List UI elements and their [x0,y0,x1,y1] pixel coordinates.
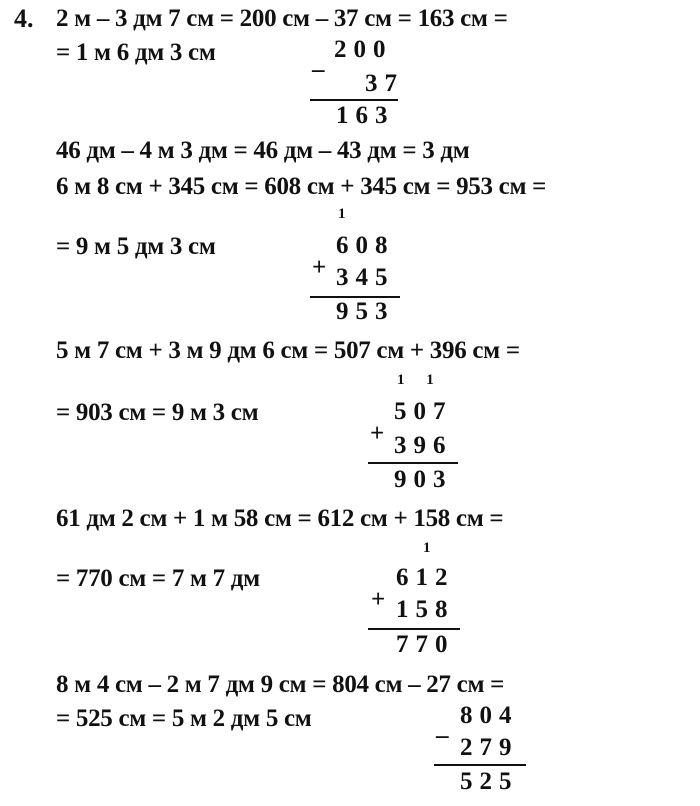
equation-line: 5 м 7 см + 3 м 9 дм 6 см = 507 см + 396 см = [56,337,520,364]
equation-line: = 770 см = 7 м 7 дм [56,565,260,592]
column-top: 608 [336,232,395,259]
column-top: 612 [396,564,455,591]
equation-line: = 525 см = 5 м 2 дм 5 см [56,705,312,732]
column-line [434,764,526,766]
carry-digits: 1 1 [397,372,443,388]
carry-digits: 1 [338,206,355,222]
column-line [310,99,398,101]
column-result: 163 [336,102,395,129]
equation-line: = 1 м 6 дм 3 см [56,39,216,66]
column-bottom: 345 [336,264,395,291]
equation-line: = 903 см = 9 м 3 см [56,399,259,426]
equation-line: 61 дм 2 см + 1 м 58 см = 612 см + 158 см = [56,505,504,532]
column-bottom: 158 [396,596,455,623]
column-sign: – [436,722,449,749]
equation-line: = 9 м 5 дм 3 см [56,233,216,260]
column-result: 953 [336,298,395,325]
column-line [368,462,458,464]
column-sign: + [370,420,385,447]
column-bottom: 396 [394,432,453,459]
column-result: 903 [394,466,453,493]
column-result: 770 [396,631,455,658]
column-bottom: 37 [365,70,404,97]
column-sign: + [371,586,386,613]
problem-number: 4. [14,4,34,33]
column-sign: + [312,254,327,281]
equation-line: 6 м 8 см + 345 см = 608 см + 345 см = 953 см = [56,173,547,200]
column-bottom: 279 [460,734,519,761]
column-top: 200 [334,36,393,63]
equation-line: 46 дм – 4 м 3 дм = 46 дм – 43 дм = 3 дм [56,137,470,164]
column-top: 804 [460,702,519,729]
equation-line: 2 м – 3 дм 7 см = 200 см – 37 см = 163 см = [56,5,508,32]
column-top: 507 [394,398,453,425]
carry-digits: 1 [423,540,440,556]
column-result: 525 [460,768,519,795]
equation-line: 8 м 4 см – 2 м 7 дм 9 см = 804 см – 27 см = [56,671,505,698]
column-line [368,628,460,630]
column-sign: – [312,56,325,83]
